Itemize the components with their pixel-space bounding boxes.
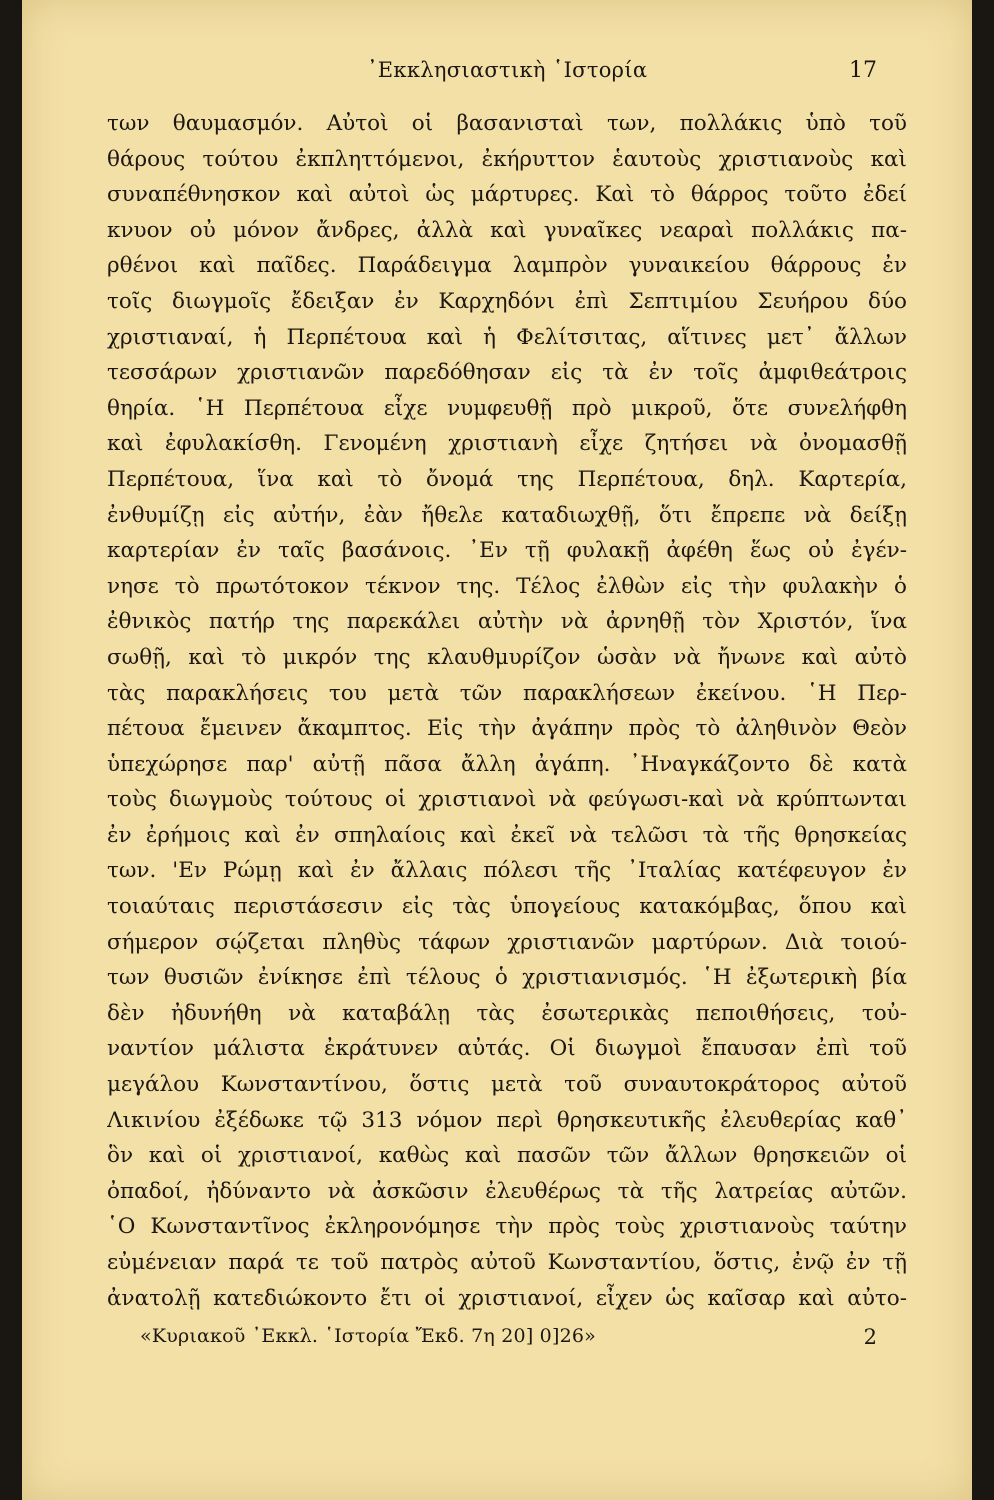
signature-number: 2 <box>863 1325 877 1349</box>
text-line: των θαυμασμόν. Αὐτοὶ οἱ βασανισταὶ των, πολλάκις ὑπὸ τοῦ <box>107 111 907 136</box>
running-head <box>102 58 877 88</box>
text-line: ἐν ἐρήμοις καὶ ἐν σπηλαίοις καὶ ἐκεῖ νὰ τελῶσι τὰ τῆς θρησκείας <box>107 822 907 848</box>
text-line: χριστιαναί, ἡ Περπέτουα καὶ ἡ Φελίτσιτας, αἵτινες μετ᾿ ἄλλων <box>107 324 907 350</box>
text-line: των. 'Εν Ρώμῃ καὶ ἐν ἄλλαις πόλεσι τῆς ᾿Ιταλίας κατέφευγον ἐν <box>107 858 907 884</box>
text-line: τοιαύταις περιστάσεσιν εἰς τὰς ὑπογείους κατακόμβας, ὅπου καὶ <box>107 894 907 920</box>
text-line: δὲν ἠδυνήθη νὰ καταβάλῃ τὰς ἐσωτερικὰς πεποιθήσεις, τοὐ- <box>107 1000 907 1026</box>
text-line: εὐμένειαν παρά τε τοῦ πατρὸς αὐτοῦ Κωνσταντίου, ὅστις, ἐνῷ ἐν τῇ <box>107 1250 907 1275</box>
running-title: ᾿Εκκλησιαστικὴ ῾Ιστορία <box>367 58 648 82</box>
text-line: ναντίον μάλιστα ἐκράτυνεν αὐτάς. Οἱ διωγμοὶ ἔπαυσαν ἐπὶ τοῦ <box>107 1036 907 1062</box>
page-number: 17 <box>849 58 877 83</box>
text-line: θηρία. ῾Η Περπέτουα εἶχε νυμφευθῇ πρὸ μικροῦ, ὅτε συνελήφθη <box>107 395 907 421</box>
text-line: τεσσάρων χριστιανῶν παρεδόθησαν εἰς τὰ ἐν τοῖς ἀμφιθεάτροις <box>107 360 907 386</box>
text-line: Λικινίου ἐξέδωκε τῷ 313 νόμον περὶ θρησκευτικῆς ἐλευθερίας καθ᾿ <box>107 1107 907 1133</box>
text-line: νησε τὸ πρωτότοκον τέκνον της. Τέλος ἐλθὼν εἰς τὴν φυλακὴν ὁ <box>107 573 907 599</box>
text-line: πέτουα ἔμεινεν ἄκαμπτος. Εἰς τὴν ἀγάπην πρὸς τὸ ἀληθινὸν Θεὸν <box>107 716 907 742</box>
text-line: θάρους τούτου ἐκπληττόμενοι, ἐκήρυττον ἑαυτοὺς χριστιανοὺς καὶ <box>107 146 907 172</box>
book-page <box>22 0 972 1500</box>
printer-signature: «Κυριακοῦ ᾿Εκκλ. ῾Ιστορία Ἔκδ. 7η 20] 0]26» <box>140 1325 596 1347</box>
text-line: ἐνθυμίζῃ εἰς αὐτήν, ἐὰν ἤθελε καταδιωχθῇ, ὅτι ἔπρεπε νὰ δείξῃ <box>107 502 907 528</box>
text-line: Περπέτουα, ἵνα καὶ τὸ ὄνομά της Περπέτουα, δηλ. Καρτερία, <box>107 466 907 492</box>
text-line: ἐθνικὸς πατήρ της παρεκάλει αὐτὴν νὰ ἀρνηθῇ τὸν Χριστόν, ἵνα <box>107 609 907 635</box>
footer-signature-line <box>140 1325 877 1355</box>
text-line: ῾Ο Κωνσταντῖνος ἐκληρονόμησε τὴν πρὸς τοὺς χριστιανοὺς ταύτην <box>107 1214 907 1240</box>
body-text <box>107 106 907 1316</box>
text-line: ὑπεχώρησε παρ' αὐτῇ πᾶσα ἄλλη ἀγάπη. ᾿Ηναγκάζοντο δὲ κατὰ <box>107 751 907 777</box>
text-line: ὃν καὶ οἱ χριστιανοί, καθὼς καὶ πασῶν τῶν ἄλλων θρησκειῶν οἱ <box>107 1143 907 1169</box>
text-line: σωθῇ, καὶ τὸ μικρόν της κλαυθμυρίζον ὡσὰν νὰ ἤνωνε καὶ αὐτὸ <box>107 644 907 670</box>
text-line: τοῖς διωγμοῖς ἔδειξαν ἐν Καρχηδόνι ἐπὶ Σεπτιμίου Σευήρου δύο <box>107 288 907 314</box>
text-line: σήμερον σῴζεται πληθὺς τάφων χριστιανῶν μαρτύρων. Διὰ τοιού- <box>107 929 907 955</box>
text-line: καρτερίαν ἐν ταῖς βασάνοις. ᾿Εν τῇ φυλακῇ ἀφέθη ἕως οὐ ἐγέν- <box>107 538 907 564</box>
text-line: των θυσιῶν ἐνίκησε ἐπὶ τέλους ὁ χριστιανισμός. ῾Η ἐξωτερικὴ βία <box>107 965 907 991</box>
text-line: ρθένοι καὶ παῖδες. Παράδειγμα λαμπρὸν γυναικείου θάρρους ἐν <box>107 253 907 279</box>
text-line: κνυον οὐ μόνον ἄνδρες, ἀλλὰ καὶ γυναῖκες νεαραὶ πολλάκις πα- <box>107 217 907 243</box>
text-line: τὰς παρακλήσεις του μετὰ τῶν παρακλήσεων ἐκείνου. ῾Η Περ- <box>107 680 907 706</box>
text-line: ἀνατολῇ κατεδιώκοντο ἔτι οἱ χριστιανοί, εἶχεν ὡς καῖσαρ καὶ αὐτο- <box>107 1285 907 1311</box>
text-line: μεγάλου Κωνσταντίνου, ὅστις μετὰ τοῦ συναυτοκράτορος αὐτοῦ <box>107 1072 907 1098</box>
text-line: ὀπαδοί, ἠδύναντο νὰ ἀσκῶσιν ἐλευθέρως τὰ τῆς λατρείας αὐτῶν. <box>107 1178 907 1204</box>
text-line: καὶ ἐφυλακίσθη. Γενομένη χριστιανὴ εἶχε ζητήσει νὰ ὀνομασθῇ <box>107 431 907 457</box>
text-line: τοὺς διωγμοὺς τούτους οἱ χριστιανοὶ νὰ φεύγωσι-καὶ νὰ κρύπτωνται <box>107 787 907 813</box>
text-line: συναπέθνησκον καὶ αὐτοὶ ὡς μάρτυρες. Καὶ τὸ θάρρος τοῦτο ἐδεί <box>107 182 907 208</box>
